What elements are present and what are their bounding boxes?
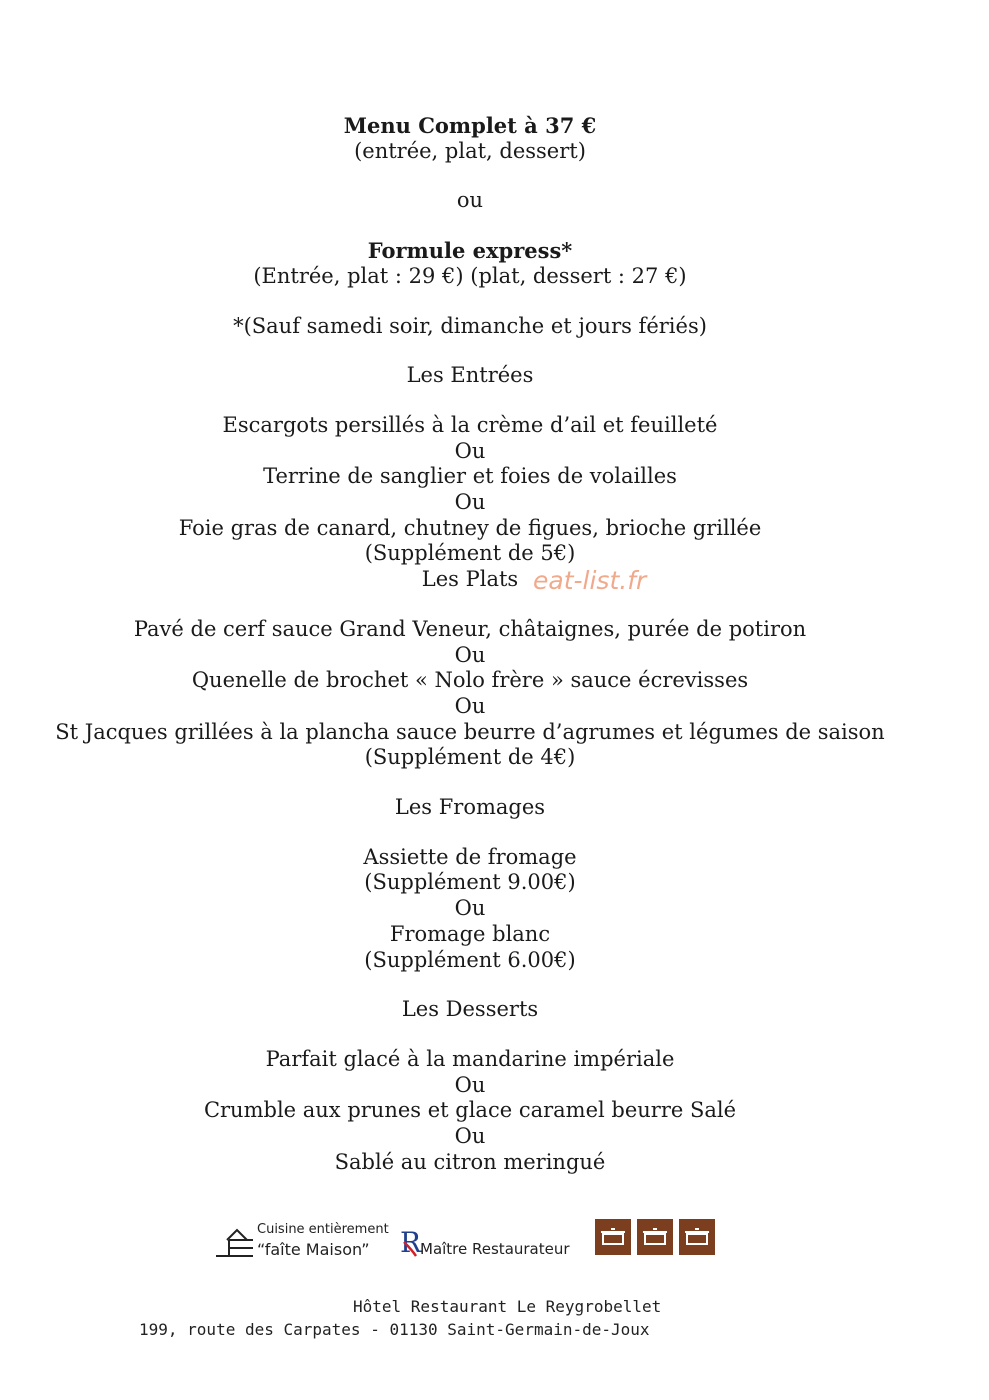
express-title: Formule express*	[367, 238, 573, 264]
faite-maison-line2: “faîte Maison”	[257, 1240, 370, 1259]
cooking-pot-icon	[679, 1219, 715, 1255]
section-title-desserts: Les Desserts	[401, 997, 539, 1022]
plat-item: St Jacques grillées à la plancha sauce beurre d’agrumes et légumes de saison	[55, 719, 885, 744]
section-title-plats: Les Plats	[421, 567, 519, 592]
dessert-item: Sablé au citron meringué	[334, 1149, 606, 1174]
maitre-restaurateur-label: Maître Restaurateur	[420, 1240, 570, 1258]
or-separator: ou	[456, 188, 484, 213]
entree-item: Escargots persillés à la crème d’ail et feuilleté	[222, 412, 718, 437]
cooking-pot-icon	[595, 1219, 631, 1255]
menu-title: Menu Complet à 37 €	[343, 113, 597, 138]
dessert-item: Parfait glacé à la mandarine impériale	[265, 1046, 675, 1071]
cooking-pot-rating	[595, 1219, 715, 1255]
fromage-item: Fromage blanc	[389, 921, 551, 946]
or-separator: Ou	[454, 1072, 486, 1097]
cooking-pot-icon	[637, 1219, 673, 1255]
or-separator: Ou	[454, 896, 486, 921]
dessert-item: Crumble aux prunes et glace caramel beurre Salé	[203, 1098, 737, 1123]
fromage-supplement: (Supplément 6.00€)	[364, 947, 576, 972]
section-title-entrees: Les Entrées	[406, 363, 534, 388]
house-icon	[215, 1226, 255, 1258]
or-separator: Ou	[454, 490, 486, 515]
entree-supplement: (Supplément de 5€)	[364, 541, 576, 566]
or-separator: Ou	[454, 438, 486, 463]
menu-content	[0, 113, 940, 1176]
plat-item: Pavé de cerf sauce Grand Veneur, châtaignes, purée de potiron	[133, 616, 807, 641]
entree-item: Terrine de sanglier et foies de volailles	[263, 464, 677, 489]
fromage-supplement: (Supplément 9.00€)	[364, 870, 576, 895]
fromage-item: Assiette de fromage	[363, 844, 577, 869]
plat-item: Quenelle de brochet « Nolo frère » sauce écrevisses	[191, 668, 749, 693]
hotel-address: 199, route des Carpates - 01130 Saint-Germain-de-Joux	[139, 1320, 650, 1339]
or-separator: Ou	[454, 1124, 486, 1149]
express-prices: (Entrée, plat : 29 €) (plat, dessert : 27 €)	[253, 263, 687, 288]
or-separator: Ou	[454, 642, 486, 667]
or-separator: Ou	[454, 693, 486, 718]
hotel-name: Hôtel Restaurant Le Reygrobellet	[353, 1297, 662, 1316]
quality-labels	[215, 1216, 735, 1266]
section-title-fromages: Les Fromages	[394, 795, 546, 820]
maitre-icon-letter: R	[400, 1226, 422, 1259]
entree-item: Foie gras de canard, chutney de figues, brioche grillée	[178, 515, 762, 540]
plat-supplement: (Supplément de 4€)	[364, 745, 576, 770]
watermark: eat-list.fr	[533, 566, 647, 595]
faite-maison-line1: Cuisine entièrement	[257, 1222, 389, 1237]
express-note: *(Sauf samedi soir, dimanche et jours fériés)	[233, 313, 707, 338]
menu-subtitle: (entrée, plat, dessert)	[354, 138, 586, 163]
maitre-restaurateur-icon	[398, 1224, 422, 1259]
